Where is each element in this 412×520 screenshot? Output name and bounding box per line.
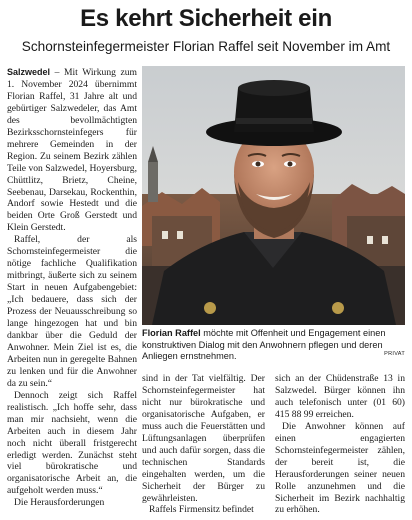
paragraph: Raffel, der als Schornsteinfegermeister die nötige fachliche Qualifikation mitbringt, äußerte sich zu seinem Start in neuen Aufgabengebiet: „Ich bedauere, dass sich der Prozess der Neuausschreibung so lange hingezogen hat und bin dankbar über die Geduld der Anwohner. Mein Ziel ist es, die Arbeiten nun in geregelte Bahnen zu lenken und für die Anwohner da zu sein.“	[7, 234, 137, 389]
article-column-2	[142, 373, 265, 516]
paragraph: sich an der Chüdenstraße 13 in Salzwedel. Bürger können ihn auch telefonisch unter (01 60) 415 88 99 erreichen.	[275, 373, 405, 420]
paragraph: sind in der Tat vielfältig. Der Schornsteinfegermeister hat nicht nur bürokratische und organisatorische Aufgaben, er muss auch die Feuerstätten und Lüftungsanlagen überprüfen und auch dafür sorgen, dass die technischen Standards eingehalten werden, um die Sicherheit der Bürger zu gewährleisten.	[142, 373, 265, 504]
portrait-photo	[142, 66, 405, 325]
lead-text: – Mit Wirkung zum 1. November 2024 übernimmt Florian Raffel, 31 Jahre alt und gebürtiger Salzwedeler, das Amt des bevollmächtigten Bezirksschornsteinfegers für mehrere Gemeinden in der Region. Zu seinem Bezirk zählen Teile von Salzwedel, Hoyersburg, Chüttlitz, Brietz, Cheine, Seebenau, Darsekau, Rockenthin, Andorf sowie Hestedt und die beiden Orte Groß Gerstedt und Klein Gerstedt.	[7, 67, 137, 234]
article-column-3	[275, 373, 405, 516]
paragraph-lead	[7, 67, 137, 234]
subheadline: Schornsteinfegermeister Florian Raffel seit November im Amt	[21, 39, 391, 54]
dateline: Salzwedel	[7, 67, 51, 77]
photo-caption	[142, 328, 405, 363]
caption-text: möchte mit Offenheit und Engagement einen konstruktiven Dialog mit den Anwohnern pflegen und deren Anliegen ernstnehmen.	[142, 328, 386, 362]
paragraph: Die Herausforderungen	[14, 497, 105, 509]
article-photo	[142, 66, 405, 325]
paragraph: Dennoch zeigt sich Raffel realistisch. „Ich hoffe sehr, dass man mir nachsieht, wenn die Arbeiten auch in diesem Jahr noch nicht überall fristgerecht erledigt werden. Zunächst steht viel bürokratische und organisatorische Arbeit an, die aufgeholt werden muss.“	[7, 389, 137, 497]
caption-name: Florian Raffel	[142, 328, 201, 338]
paragraph: Die Anwohner können auf einen engagierten Schornsteinfegermeister zählen, der bereit ist, die Herausforderungen seiner neuen Rolle anzunehmen und die Sicherheit im Bezirk nachhaltig zu erhöhen.	[275, 420, 405, 516]
photo-credit: PRIVAT	[384, 351, 405, 357]
headline: Es kehrt Sicherheit ein	[80, 5, 332, 32]
paragraph: Raffels Firmensitz befindet	[149, 504, 254, 516]
article-column-1	[7, 67, 137, 509]
